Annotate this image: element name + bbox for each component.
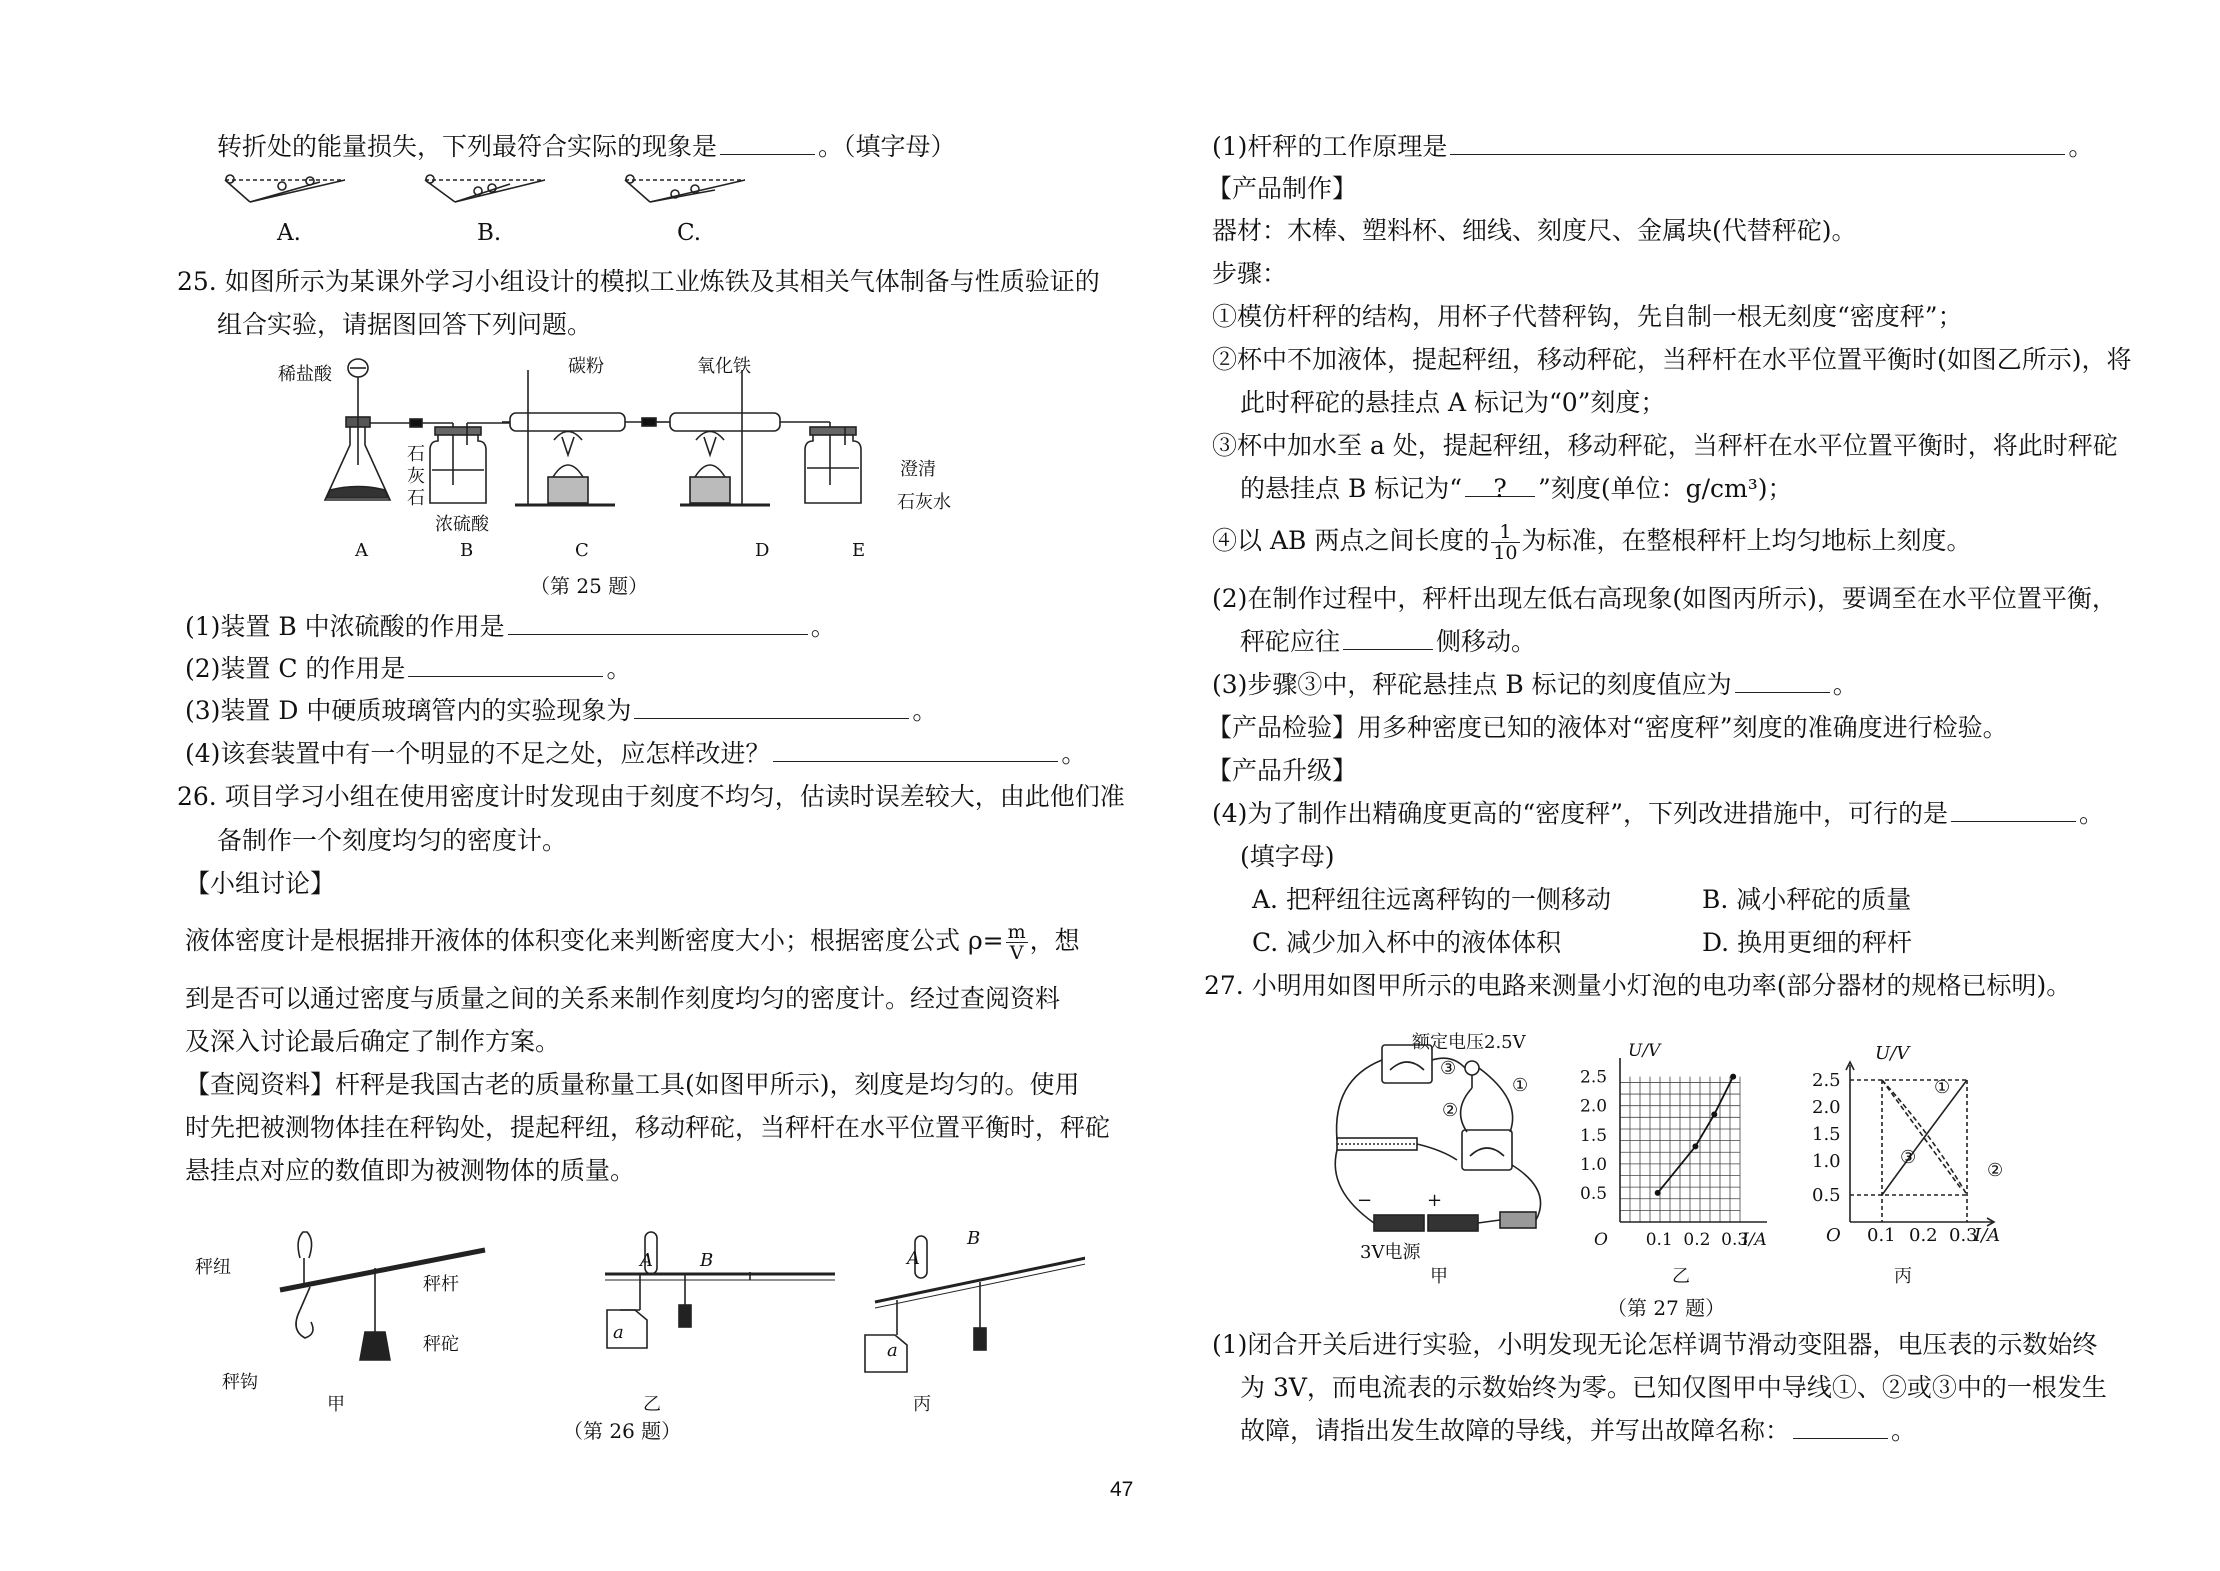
fig27-label-bing: 丙 (1894, 1266, 1912, 1287)
label-chengniu: 秤纽 (195, 1257, 231, 1278)
wire-2-label: ② (1442, 1100, 1459, 1121)
chanpin-zhizuo: 【产品制作】 (1207, 174, 1358, 203)
label-xiyansuan: 稀盐酸 (278, 364, 332, 385)
voltmeter (1462, 1130, 1512, 1170)
label-device-d: D (755, 540, 770, 561)
q26-p2: 到是否可以通过密度与质量之间的关系来制作刻度均匀的密度计。经过查阅资料 (185, 984, 1061, 1013)
yi-data-point (1692, 1143, 1698, 1149)
battery-1 (1374, 1215, 1424, 1231)
yi-origin: O (1594, 1230, 1608, 1250)
battery-minus: − (1357, 1190, 1373, 1211)
label-yanghuatie: 氧化铁 (697, 356, 751, 377)
bulb (1465, 1061, 1479, 1075)
wire-3-label: ③ (1440, 1058, 1457, 1079)
bing-ytick-25: 2.5 (1812, 1070, 1841, 1091)
fig27-yi-chart (1572, 1040, 1777, 1250)
label-device-b: B (460, 540, 474, 561)
q24-option-a-figure (225, 175, 345, 202)
bing-u-label: U/V (1875, 1043, 1910, 1064)
label-device-e: E (852, 540, 866, 561)
q25-sub2-blank[interactable] (408, 652, 603, 677)
step1: ①模仿杆秤的结构，用杯子代替秤钩，先自制一根无刻度“密度秤”； (1212, 302, 1963, 331)
fig27-label-yi: 乙 (1672, 1266, 1690, 1287)
q25-sub4-blank[interactable] (773, 737, 1058, 762)
step2a: ②杯中不加液体，提起秤纽，移动秤砣，当秤杆在水平位置平衡时(如图乙所示)，将 (1212, 345, 2132, 374)
yi-data-point (1711, 1111, 1717, 1117)
label-tanfen: 碳粉 (568, 356, 604, 377)
step4-fraction: $\frac{1}{10}$ (1493, 521, 1518, 564)
step3b-question-blank[interactable]: ? (1465, 472, 1535, 497)
fig26-bing (865, 1236, 1085, 1372)
fig26-label-jia: 甲 (327, 1394, 345, 1415)
q26-ref1: 【查阅资料】杆秤是我国古老的质量称量工具(如图甲所示)，刻度是均匀的。使用 (185, 1070, 1080, 1099)
q25-sub3: (3)装置 D 中硬质玻璃管内的实验现象为 。 (185, 696, 938, 725)
option-b[interactable]: B. 减小秤砣的质量 (1702, 885, 1912, 914)
fig25-apparatus (270, 345, 950, 545)
yi-data-point (1655, 1190, 1661, 1196)
fig26-bing-point-b: B (967, 1228, 981, 1249)
step2b: 此时秤砣的悬挂点 A 标记为“0”刻度； (1240, 388, 1666, 417)
r3: (3)步骤③中，秤砣悬挂点 B 标记的刻度值应为 。 (1212, 670, 1858, 699)
q26-ref3: 悬挂点对应的数值即为被测物体的质量。 (185, 1156, 636, 1185)
bing-ytick-15: 1.5 (1812, 1124, 1841, 1145)
q25-sub3-blank[interactable] (634, 694, 909, 719)
p1b: 为 3V，而电流表的示数始终为零。已知仅图甲中导线①、②或③中的一根发生 (1240, 1373, 2107, 1402)
q26-ref2: 时先把被测物体挂在秤钩处，提起秤纽，移动秤砣，当秤杆在水平位置平衡时，秤砣 (185, 1113, 1111, 1142)
r1: (1)杆秤的工作原理是 。 (1212, 132, 2094, 161)
yi-data-point (1730, 1074, 1736, 1080)
connector-cd (642, 418, 656, 426)
q24-option-c-figure (625, 175, 745, 202)
option-c[interactable]: C. 减少加入杯中的液体体积 (1252, 928, 1562, 957)
qicai: 器材：木棒、塑料杯、细线、刻度尺、金属块(代替秤砣)。 (1212, 216, 1857, 245)
label-chengqing: 澄清 (900, 459, 936, 480)
jianyan: 【产品检验】用多种密度已知的液体对“密度秤”刻度的准确度进行检验。 (1207, 713, 2008, 742)
q25-sub1: (1)装置 B 中浓硫酸的作用是 。 (185, 612, 836, 641)
yi-ytick-label: 2.5 (1580, 1067, 1608, 1088)
q24-option-a[interactable]: A. (277, 220, 301, 246)
r4-blank[interactable] (1951, 797, 2076, 822)
fig25-caption: （第 25 题） (530, 574, 649, 598)
fig26-bing-mark-a: a (887, 1340, 898, 1361)
switch (1500, 1212, 1536, 1228)
bing-xtick-01: 0.1 (1867, 1225, 1896, 1246)
q26-line1: 26. 项目学习小组在使用密度计时发现由于刻度不均匀，估读时误差较大，由此他们准 (177, 782, 1125, 811)
q27-line: 27. 小明用如图甲所示的电路来测量小灯泡的电功率(部分器材的规格已标明)。 (1204, 971, 2072, 1000)
option-a[interactable]: A. 把秤纽往远离秤钩的一侧移动 (1252, 885, 1611, 914)
r2b: 秤砣应往 侧移动。 (1240, 627, 1537, 656)
q25-line1: 25. 如图所示为某课外学习小组设计的模拟工业炼铁及其相关气体制备与性质验证的 (177, 267, 1100, 296)
q26-line2: 备制作一个刻度均匀的密度计。 (217, 826, 568, 855)
yi-xtick-label: 0.2 (1683, 1230, 1711, 1250)
p1a: (1)闭合开关后进行实验，小明发现无论怎样调节滑动变阻器，电压表的示数始终 (1212, 1330, 2098, 1359)
label-device-a: A (355, 540, 368, 561)
fig26-caption: （第 26 题） (563, 1419, 682, 1443)
fig27-label-jia: 甲 (1430, 1266, 1448, 1287)
step3b: 的悬挂点 B 标记为“ ? ”刻度(单位：g/cm³)； (1240, 474, 1793, 503)
density-formula-fraction: $\frac{m}{V}$ (1007, 921, 1026, 964)
label-nongliusuan: 浓硫酸 (435, 514, 489, 535)
option-d[interactable]: D. 换用更细的秤杆 (1702, 928, 1913, 957)
yi-ytick-label: 1.0 (1580, 1154, 1608, 1175)
bing-xtick-02: 0.2 (1909, 1225, 1938, 1246)
p1c: 故障，请指出发生故障的导线，并写出故障名称： 。 (1240, 1416, 1917, 1445)
device-a-flask (325, 359, 415, 500)
yi-ytick-label: 1.5 (1580, 1125, 1608, 1146)
q25-sub2: (2)装置 C 的作用是 。 (185, 654, 632, 683)
r1-blank[interactable] (1450, 130, 2065, 155)
q26-discuss: 【小组讨论】 (185, 869, 336, 898)
r2b-blank[interactable] (1343, 625, 1433, 650)
label-shihuishi-3: 石 (407, 488, 425, 509)
fig26-yi-point-b: B (700, 1250, 714, 1271)
bing-curve-label-2: ② (1987, 1160, 2004, 1181)
battery-plus: + (1427, 1190, 1443, 1211)
page-number: 47 (1110, 1478, 1134, 1501)
fig27-caption: （第 27 题） (1607, 1296, 1726, 1320)
yi-ytick-label: 2.0 (1580, 1096, 1608, 1117)
q25-line2: 组合实验，请据图回答下列问题。 (217, 310, 593, 339)
wire-1-label: ① (1512, 1075, 1529, 1096)
device-e-bottle (805, 422, 861, 503)
connector-ab (410, 419, 422, 427)
q24-line: 转折处的能量损失，下列最符合实际的现象是 。（填字母） (217, 132, 956, 161)
label-chenggan: 秤杆 (423, 1274, 459, 1295)
bing-curve-3 (1882, 1080, 1967, 1195)
q25-sub1-blank[interactable] (508, 610, 808, 635)
label-shihuishui: 石灰水 (897, 492, 951, 513)
yi-xtick-label: 0.1 (1645, 1230, 1673, 1250)
fig26-yi-mark-a: a (613, 1322, 624, 1343)
label-chenggou: 秤钩 (222, 1372, 258, 1393)
bing-curve-label-3: ③ (1900, 1147, 1917, 1168)
battery-2 (1428, 1215, 1478, 1231)
q25-sub4: (4)该套装置中有一个明显的不足之处，应怎样改进？ 。 (185, 739, 1087, 768)
q26-p1: 液体密度计是根据排开液体的体积变化来判断密度大小；根据密度公式 ρ= $\frac{m}{V}$ ，想 (185, 921, 1080, 964)
label-device-c: C (575, 540, 589, 561)
yi-ytick-label: 0.5 (1580, 1183, 1608, 1204)
fig26-label-yi: 乙 (643, 1394, 661, 1415)
bing-ytick-10: 1.0 (1812, 1151, 1841, 1172)
q24-answer-blank[interactable] (720, 130, 815, 155)
fig26-steelyards (225, 1210, 1085, 1400)
device-b-bottle (422, 423, 510, 503)
label-shihuishi-1: 石 (407, 444, 425, 465)
r2a: (2)在制作过程中，秤杆出现左低右高现象(如图丙所示)，要调至在水平位置平衡， (1212, 584, 2117, 613)
label-chengtuo: 秤砣 (423, 1334, 459, 1355)
yi-i-label: I/A (1742, 1230, 1767, 1250)
p1c-blank[interactable] (1793, 1414, 1888, 1439)
fig26-bing-point-a: A (907, 1248, 920, 1269)
device-d-tube (656, 370, 830, 505)
label-shihuishi-2: 灰 (407, 466, 425, 487)
source-label: 3V电源 (1360, 1242, 1421, 1263)
q24-option-c[interactable]: C. (677, 220, 702, 246)
bing-xtick-03: 0.3 (1949, 1225, 1978, 1246)
yi-xtick-label: 0.3 (1721, 1230, 1749, 1250)
bing-origin: O (1826, 1225, 1841, 1246)
step3a: ③杯中加水至 a 处，提起秤纽，移动秤砣，当秤杆在水平位置平衡时，将此时秤砣 (1212, 431, 2118, 460)
shengji: 【产品升级】 (1207, 756, 1358, 785)
step4: ④以 AB 两点之间长度的 $\frac{1}{10}$ 为标准，在整根秤杆上均匀地标上刻度。 (1212, 521, 1972, 564)
fig26-yi-point-a: A (640, 1250, 653, 1271)
r4-note: (填字母) (1240, 842, 1335, 871)
q26-p3: 及深入讨论最后确定了制作方案。 (185, 1027, 561, 1056)
rated-voltage: 额定电压2.5V (1412, 1032, 1526, 1053)
buzhou: 步骤： (1212, 259, 1288, 288)
bing-i-label: I/A (1974, 1225, 2001, 1246)
r4: (4)为了制作出精确度更高的“密度秤”，下列改进措施中，可行的是 。 (1212, 799, 2104, 828)
bing-curve-label-1: ① (1934, 1077, 1951, 1098)
yi-u-label: U/V (1628, 1041, 1661, 1061)
r3-blank[interactable] (1735, 668, 1830, 693)
fig26-label-bing: 丙 (913, 1394, 931, 1415)
q24-option-b-figure (425, 175, 545, 202)
bing-ytick-05: 0.5 (1812, 1185, 1841, 1206)
device-c-tube (502, 370, 642, 505)
q24-option-b[interactable]: B. (477, 220, 502, 246)
bing-ytick-20: 2.0 (1812, 1097, 1841, 1118)
